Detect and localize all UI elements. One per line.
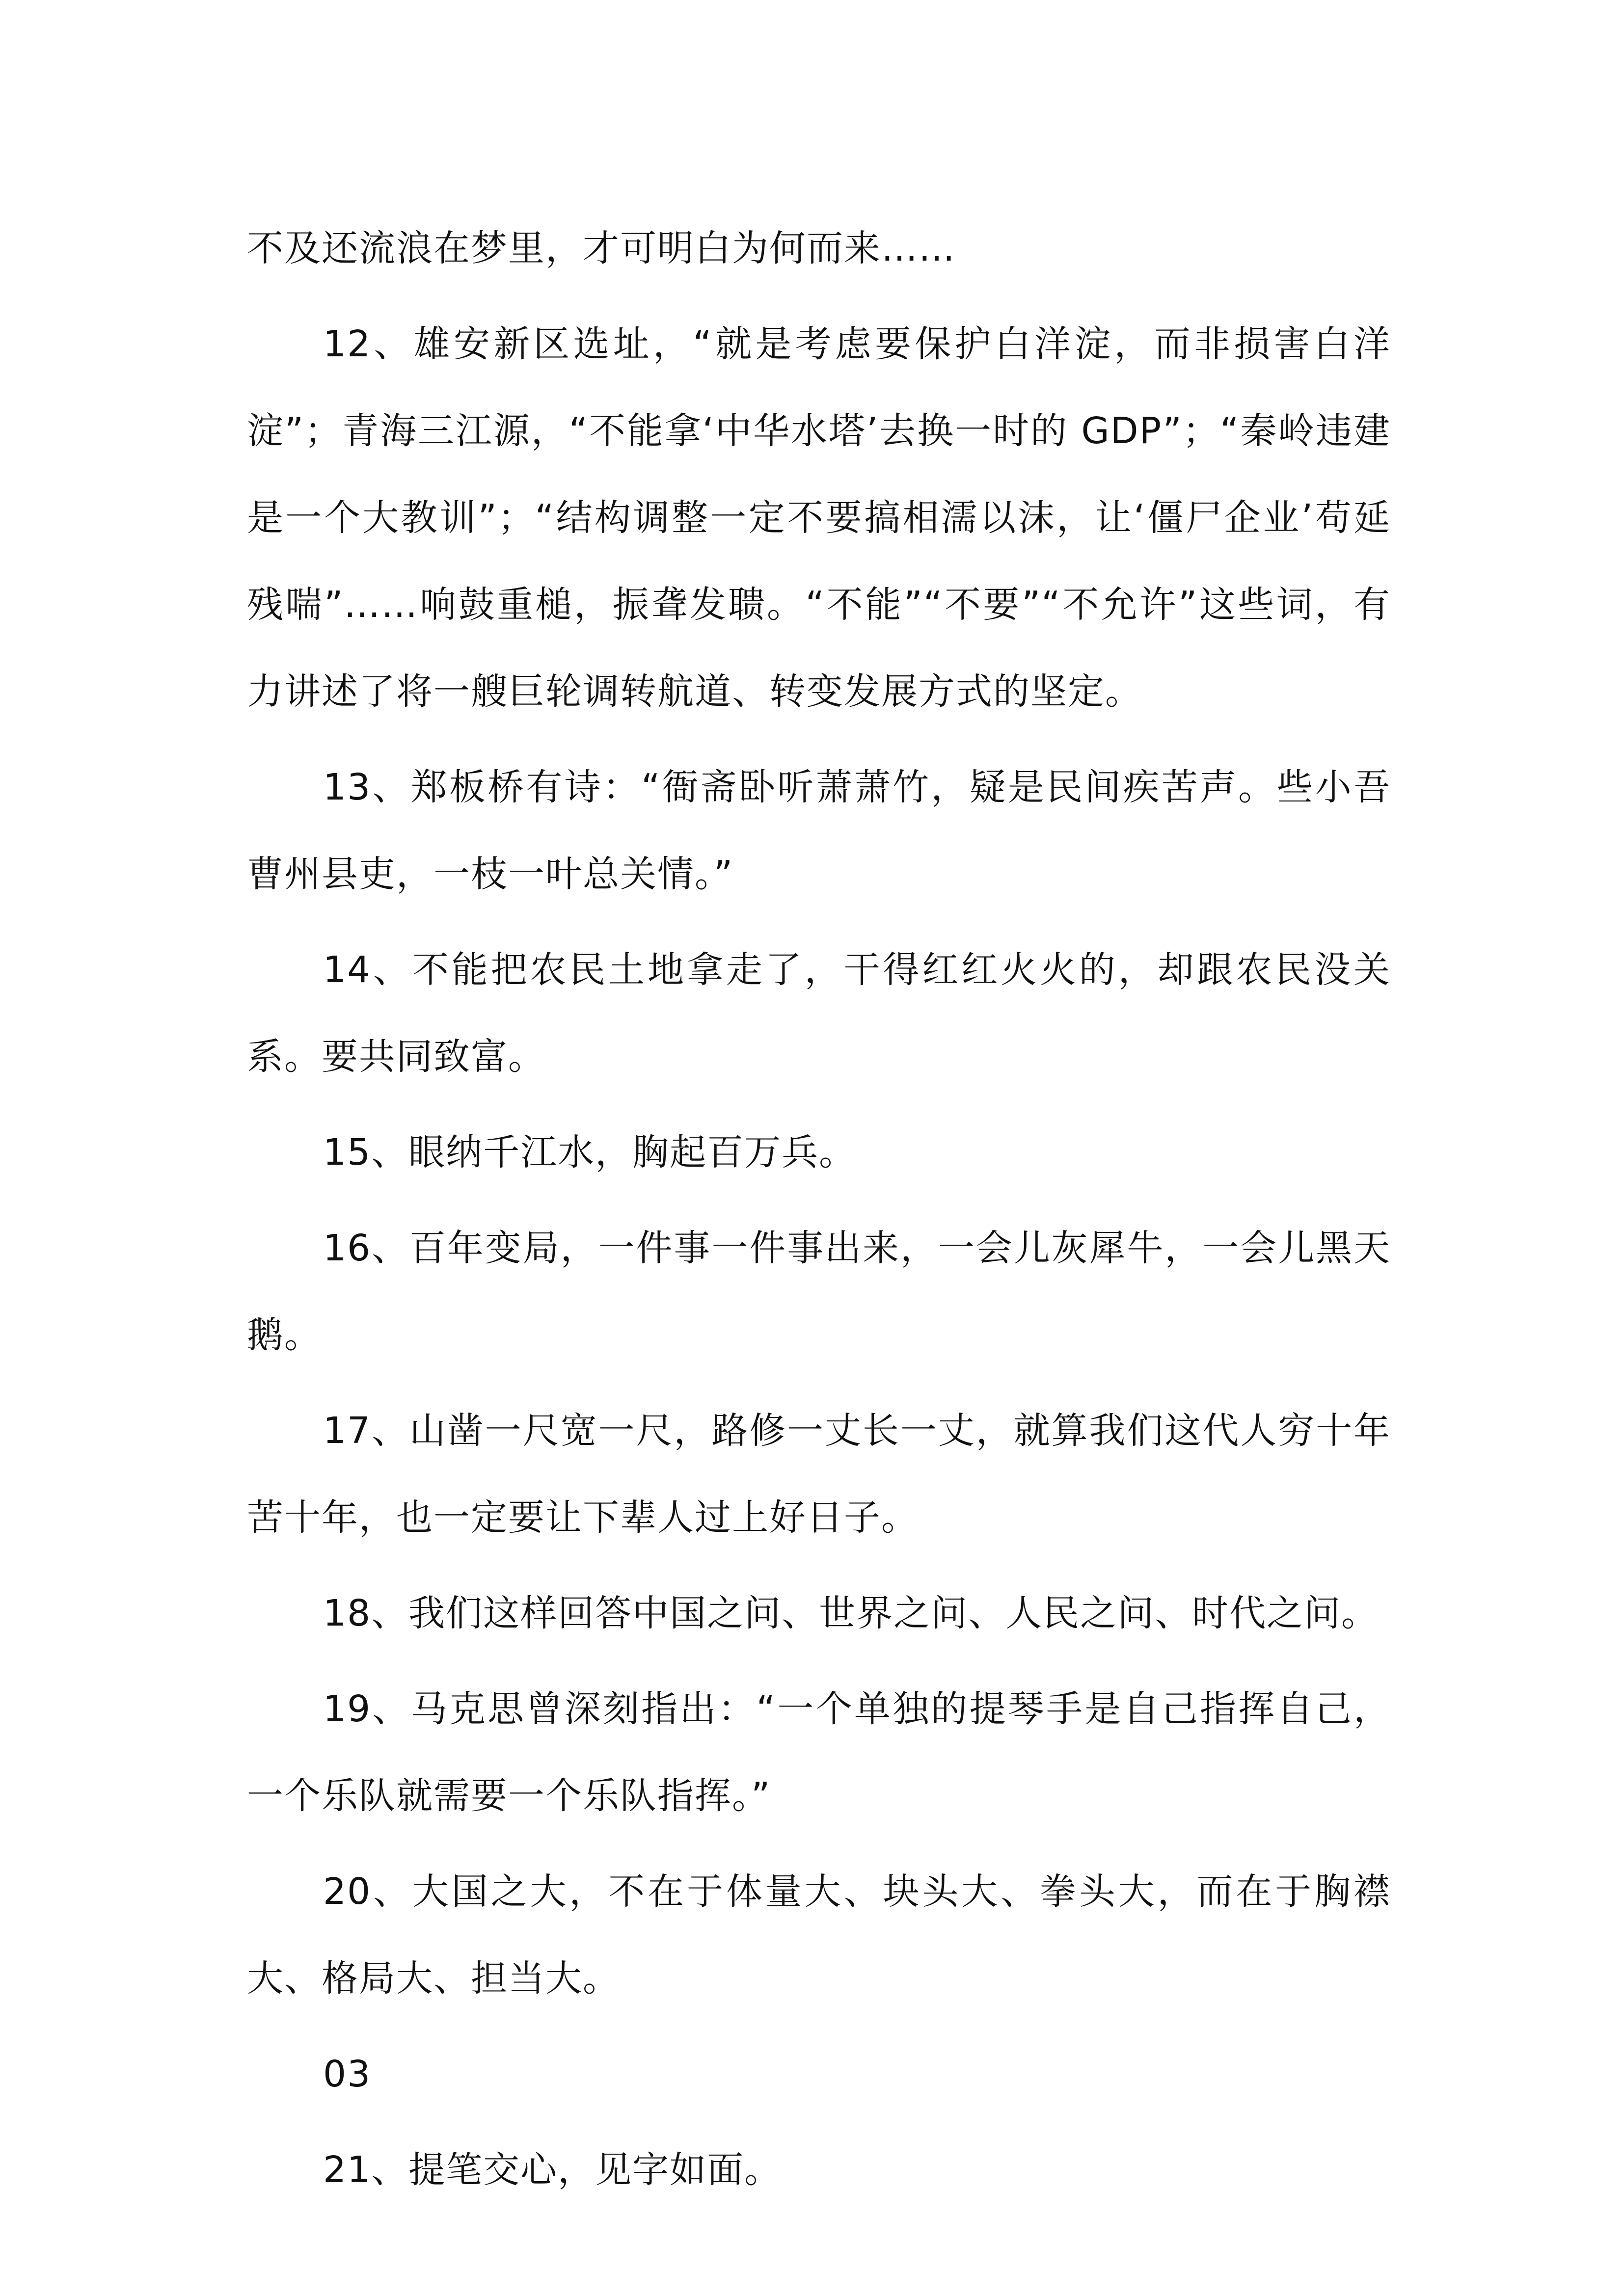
paragraph-21: 21、提笔交心，见字如面。 [323,2149,782,2191]
document-body [247,205,1391,2222]
paragraph-continued: 不及还流浪在梦里，才可明白为何而来…… [247,227,956,269]
section-heading-03: 03 [323,2053,372,2095]
paragraph-18: 18、我们这样回答中国之问、世界之问、人民之问、时代之问。 [323,1592,1379,1634]
paragraph-15: 15、眼纳千江水，胸起百万兵。 [323,1131,857,1174]
paragraph-20: 20、大国之大，不在于体量大、块头大、拳头大，而在于胸襟大、格局大、担当大。 [247,1870,1391,2000]
paragraph-12: 12、雄安新区选址，“就是考虑要保护白洋淀，而非损害白洋淀”；青海三江源，“不能拿‘中华水塔’去换一时的 GDP”；“秦岭违建是一个大教训”；“结构调整一定不要搞相濡以沫，让‘僵尸企业’苟延残喘”……响鼓重槌，振聋发聩。“不能”“不要”“不允许”这些词，有力讲述了将一艘巨轮调转航道、转变发展方式的坚定。 [247,323,1391,713]
paragraph-17: 17、山凿一尺宽一尺，路修一丈长一丈，就算我们这代人穷十年苦十年，也一定要让下辈人过上好日子。 [247,1410,1391,1539]
paragraph-19: 19、马克思曾深刻指出：“一个单独的提琴手是自己指挥自己，一个乐队就需要一个乐队指挥。” [247,1688,1391,1817]
paragraph-14: 14、不能把农民土地拿走了，干得红红火火的，却跟农民没关系。要共同致富。 [247,949,1391,1078]
paragraph-16: 16、百年变局，一件事一件事出来，一会儿灰犀牛，一会儿黑天鹅。 [247,1227,1391,1356]
paragraph-13: 13、郑板桥有诗：“衙斋卧听萧萧竹，疑是民间疾苦声。些小吾曹州县吏，一枝一叶总关情。” [247,766,1391,895]
